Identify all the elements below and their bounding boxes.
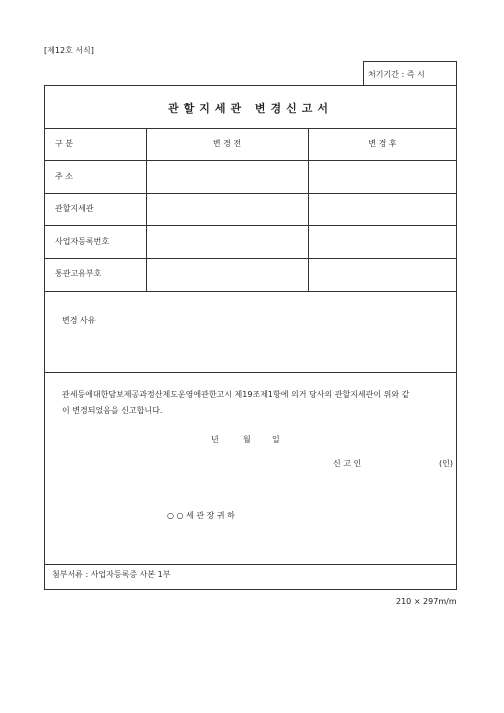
header-after: 변 경 후 (368, 139, 397, 148)
paper-size: 210 × 297m/m (396, 597, 457, 606)
attachment-note: 첨부서류 : 사업자등록증 사본 1부 (52, 570, 171, 579)
form-number: [제12호 서식] (44, 46, 94, 55)
row-label-address: 주 소 (55, 172, 73, 181)
declaration-line-2: 이 변경되었음을 신고합니다. (62, 406, 163, 415)
processing-period-box (363, 61, 457, 86)
date-year: 년 (211, 435, 219, 444)
column-divider (146, 128, 147, 291)
date-month: 월 (243, 435, 251, 444)
declarant-seal: (인) (439, 459, 453, 468)
form-title: 관할지세관 변경신고서 (167, 102, 334, 115)
row-label-business-number: 사업자등록번호 (55, 237, 110, 246)
divider (44, 564, 457, 565)
processing-period: 처기기간 : 즉 시 (368, 70, 425, 79)
declarant-label: 신 고 인 (333, 459, 362, 468)
divider (44, 160, 457, 161)
date-day: 일 (272, 435, 280, 444)
divider (44, 372, 457, 373)
divider (44, 128, 457, 129)
addressee: ○ ○ 세 관 장 귀 하 (167, 511, 235, 520)
divider (44, 291, 457, 292)
change-reason-label: 변경 사유 (62, 316, 96, 325)
declaration-line-1: 관세등에대한담보제공과정산제도운영에관한고시 제19조제1항에 의거 당사의 관할지세관이 위와 같 (62, 390, 410, 399)
divider (44, 225, 457, 226)
divider (44, 258, 457, 259)
header-category: 구 분 (55, 139, 73, 148)
divider (44, 193, 457, 194)
header-before: 변 경 전 (212, 139, 242, 148)
row-label-customs-office: 관할지세관 (55, 204, 94, 213)
row-label-customs-code: 통관고유부호 (55, 269, 102, 278)
column-divider (308, 128, 309, 291)
